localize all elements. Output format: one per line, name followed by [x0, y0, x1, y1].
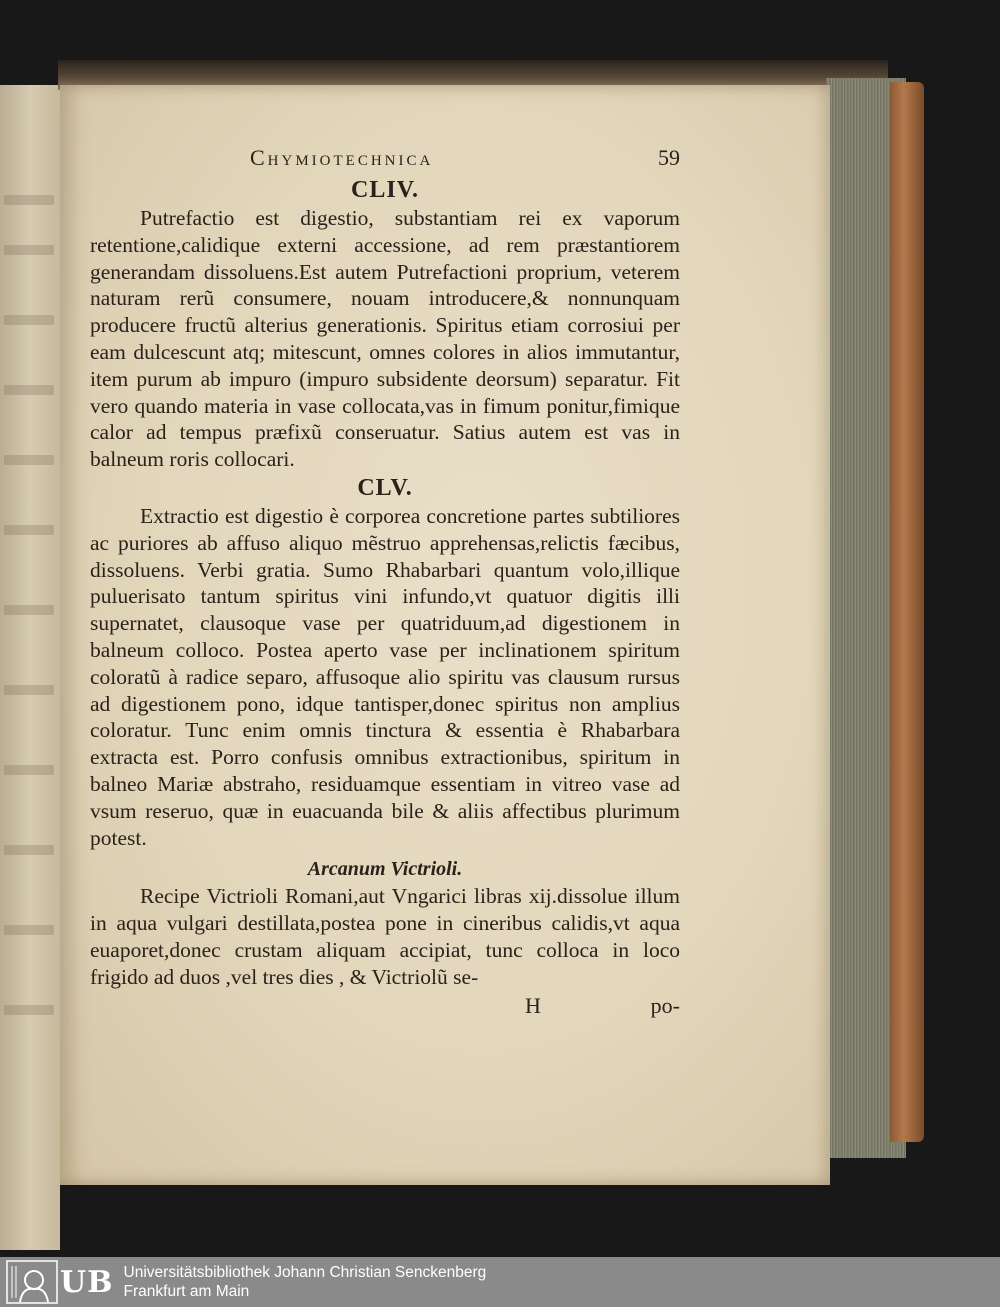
final-paragraph: Recipe Victrioli Romani,aut Vngarici libras xij.dissolue illum in aqua vulgari destillata,postea pone in cineribus calidis,vt aqua euaporet,donec crustam aliquam accipiat, tunc colloca in loco frigido ad duos ,vel tres dies , & Victriolũ se- — [90, 884, 680, 989]
logo-text: UB — [60, 1264, 114, 1300]
subheading: Arcanum Victrioli. — [307, 858, 463, 881]
section-paragraph: Putrefactio est digestio, substantiam rei ex vaporum retentione,calidique externi accessione, ad rem præstantiorem generandam dissoluens.Est autem Putrefactioni proprium, veterem naturam rerũ consumere, nouam introducere,& nonnunquam producere fructũ alterius generationis. Spiritus etiam corrosiui per eam dulcescunt atq; mitescunt, omnes colores in alios immutantur, item purum ab impuro (impuro subsidente deorsum) separatur. Fit vero quando materia in vase collocata,vas in fimum ponitur,fimique calor ad tempus præfixũ conseruatur. Satius autem est vas in balneum roris collocari. — [90, 206, 680, 472]
section-numeral: CLIV. — [351, 177, 419, 203]
library-logo[interactable] — [6, 1260, 114, 1304]
facing-page-edge — [0, 85, 60, 1250]
page-number: 59 — [658, 145, 680, 170]
library-name-line1: Universitätsbibliothek Johann Christian Senckenberg — [123, 1264, 487, 1281]
library-name-line2: Frankfurt am Main — [123, 1283, 250, 1300]
seal-icon — [6, 1260, 58, 1304]
page-header — [90, 145, 680, 175]
page-text-block — [90, 145, 680, 1019]
catchword: po- — [650, 992, 680, 1018]
library-footer-bar — [0, 1257, 1000, 1307]
library-name — [124, 1263, 487, 1301]
book-page — [60, 85, 830, 1185]
running-head: Chymiotechnica — [250, 145, 434, 170]
page-footer — [90, 993, 680, 1019]
book-cover-edge — [890, 82, 924, 1142]
section-numeral: CLV. — [357, 474, 413, 501]
section-paragraph: Extractio est digestio è corporea concretione partes subtiliores ac puriores ab affuso aliquo mẽstruo apprehensas,relictis fæcibus, dissoluens. Verbi gratia. Sumo Rhabarbari quantum volo,illique puluerisato tantum spiritus vini infundo,vt quatuor digitis illi supernatet, clausoque vase per quatriduum,ad digestionem in balneum colloco. Postea aperto vase per inclinationem spiritum coloratũ à radice separo, affusoque alio spiritu vas clausum rursus ad digestionem pono, idque tantisper,donec spiritus non amplius coloratur. Tunc enim omnis tinctura & essentia è Rhabarbara extracta est. Porro confusis omnibus extractionibus, spiritum in balneo Mariæ abstraho, residuamque essentiam in vitreo vase ad vsum reseruo, quæ in euacuanda bile & aliis affectibus plurimum potest. — [90, 503, 680, 850]
signature-mark: H — [525, 992, 541, 1018]
